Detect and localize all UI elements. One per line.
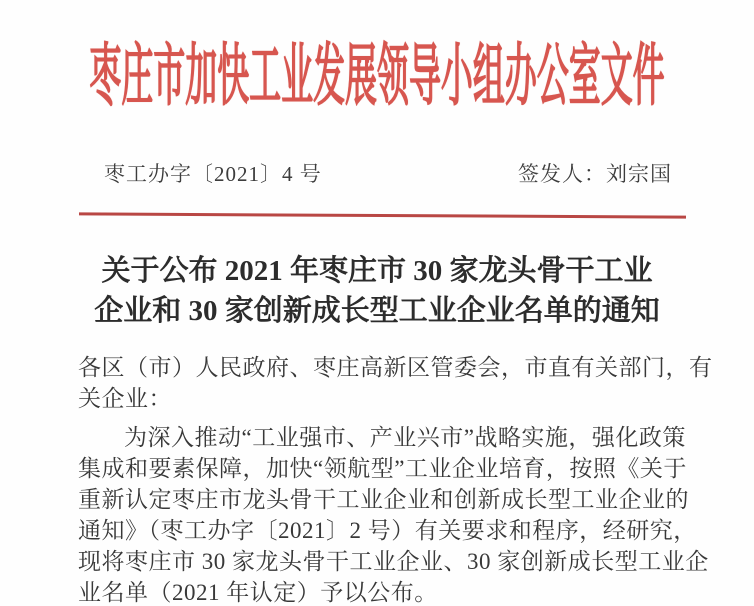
- document-body: [78, 352, 713, 606]
- body-line: 为深入推动“工业强市、产业兴市”战略实施，强化政策: [124, 425, 686, 450]
- issuing-org-title: 枣庄市加快工业发展领导小组办公室文件: [89, 37, 665, 114]
- document-letterhead: [0, 24, 754, 116]
- body-line: 各区（市）人民政府、枣庄高新区管委会，市直有关部门，有: [78, 355, 713, 380]
- body-line: 业名单（2021 年认定）予以公布。: [78, 580, 438, 605]
- body-line: 集成和要素保障，加快“领航型”工业企业培育，按照《关于: [78, 456, 687, 481]
- main-paragraph: [78, 422, 709, 606]
- document-title-line-1: 关于公布 2021 年枣庄市 30 家龙头骨干工业: [101, 255, 653, 287]
- doc-number: 枣工办字〔2021〕4 号: [104, 162, 322, 186]
- salutation-paragraph: [78, 352, 713, 414]
- body-line: 重新认定枣庄市龙头骨干工业企业和创新成长型工业企业的: [78, 487, 689, 512]
- document-title: [0, 251, 754, 331]
- red-divider-line: [79, 212, 686, 218]
- doc-info-row: [0, 158, 754, 188]
- document-title-line-2: 企业和 30 家创新成长型工业企业名单的通知: [94, 295, 660, 327]
- body-line: 现将枣庄市 30 家龙头骨干工业企业、30 家创新成长型工业企: [78, 549, 709, 574]
- body-line: 通知》（枣工办字〔2021〕2 号）有关要求和程序，经研究，: [78, 518, 697, 543]
- body-line: 关企业：: [78, 386, 172, 411]
- signer-name: 签发人：刘宗国: [518, 162, 672, 186]
